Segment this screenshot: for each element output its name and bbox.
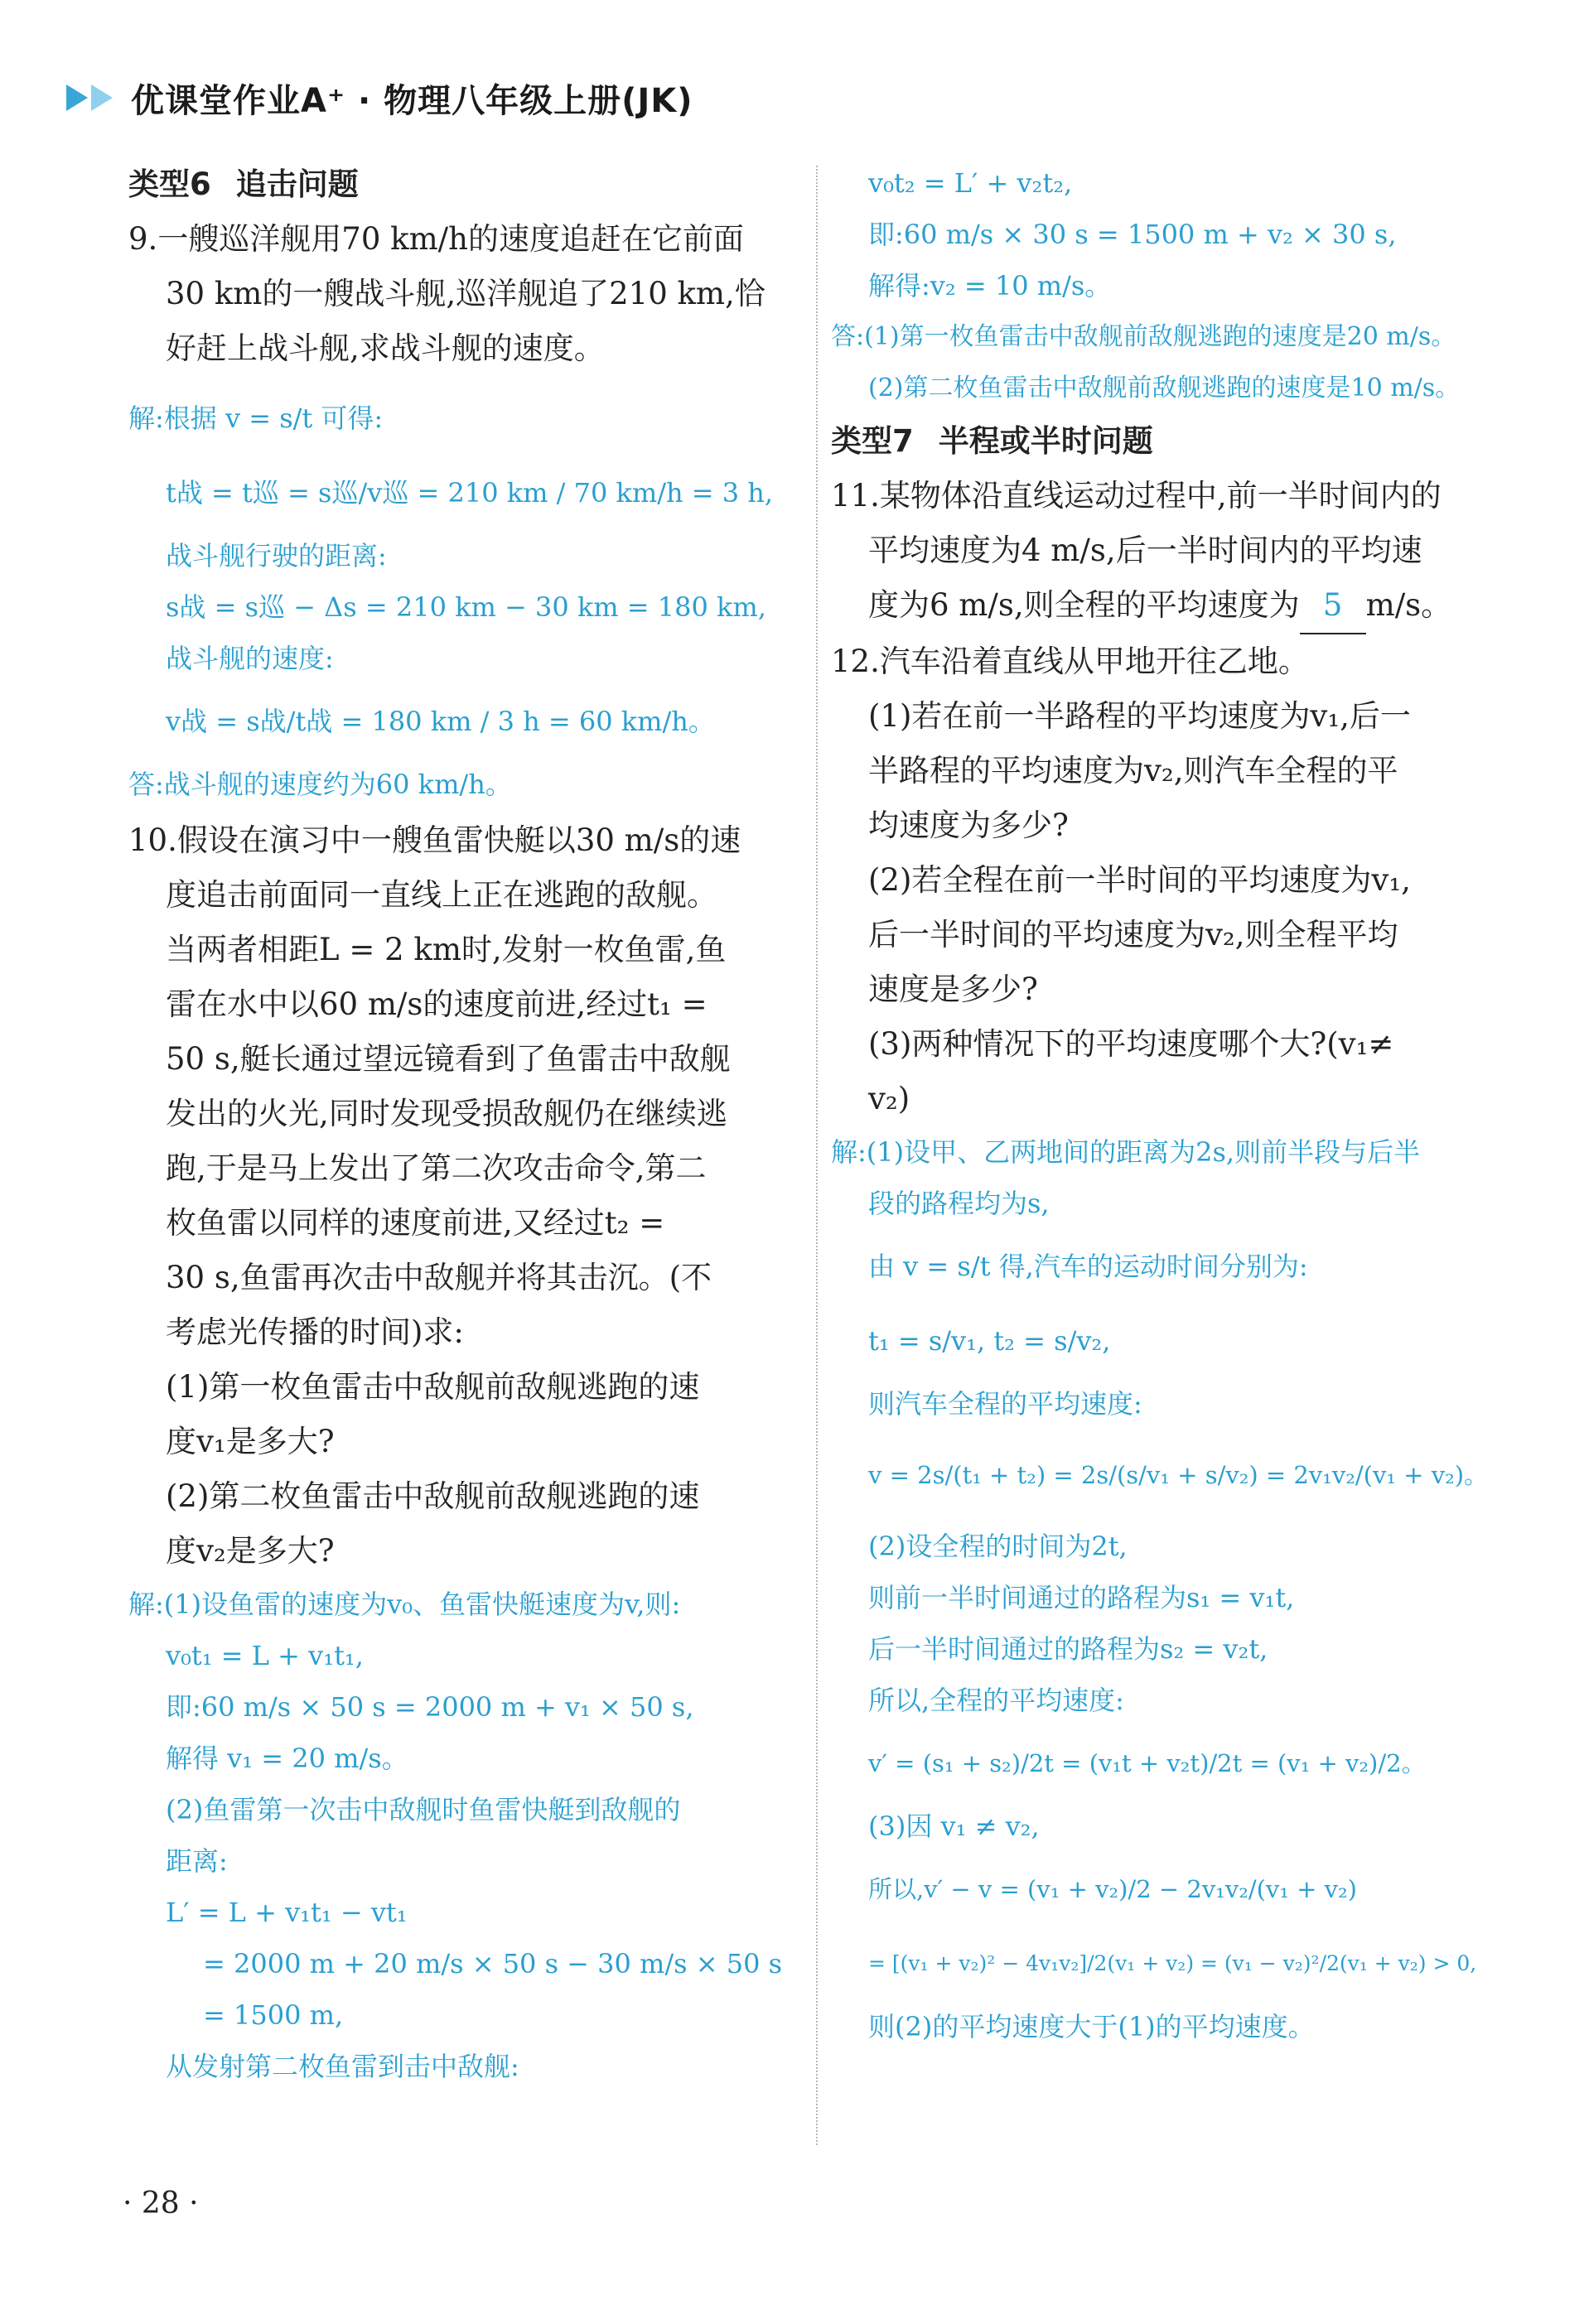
left-column bbox=[128, 157, 808, 2092]
question-9: 9.一艘巡洋舰用70 km/h的速度追赶在它前面 30 km的一艘战斗舰,巡洋舰追了210 km,恰 好赶上战斗舰,求战斗舰的速度。 bbox=[128, 221, 766, 366]
book-title: 优课堂作业A⁺ · 物理八年级上册(JK) bbox=[131, 81, 693, 120]
question-10: 10.假设在演习中一艘鱼雷快艇以30 m/s的速 度追击前面同一直线上正在逃跑的敌舰。 当两者相距L = 2 km时,发射一枚鱼雷,鱼 雷在水中以60 m/s的速度前进,经过t₁ = 50 s,艇长通过望远镜看到了鱼雷击中敌舰 发出的火光,同时发现受损敌舰仍在继续逃 跑,于是马上发出了第二次攻击命令,第二 枚鱼雷以同样的速度前进,又经过t₂ = 30 s,鱼雷再次击中敌舰并将其击沉。(不 考虑光传播的时间)求: (1)第一枚鱼雷击中敌舰前敌舰逃跑的速 度v₁是多大? (2)第二枚鱼雷击中敌舰前敌舰逃跑的速 度v₂是多大? bbox=[128, 822, 741, 1569]
section-heading-type6: 类型6 追击问题 bbox=[128, 166, 359, 202]
answer-blank-11: 5 bbox=[1300, 578, 1366, 634]
section-heading-type7: 类型7 半程或半时问题 bbox=[831, 423, 1153, 459]
header-arrows-icon bbox=[66, 84, 116, 111]
right-column bbox=[831, 157, 1502, 2052]
answer-9: 解:根据 v = s/t 可得: t战 = t巡 = s巡/v巡 = 210 km / 70 km/h = 3 h, 战斗舰行驶的距离: s战 = s巡 − Δs = 210 km − 30 km = 180 km, 战斗舰的速度: v战 = s战/t战 = 180 km / 3 h = 60 km/h。 答:战斗舰的速度约为60 km/h。 bbox=[128, 403, 774, 800]
page-number: · 28 · bbox=[123, 2187, 199, 2220]
question-11: 11.某物体沿直线运动过程中,前一半时间内的 平均速度为4 m/s,后一半时间内的平均速 度为6 m/s,则全程的平均速度为 5 m/s。 bbox=[831, 469, 1502, 634]
answer-10: 解:(1)设鱼雷的速度为v₀、鱼雷快艇速度为v,则: v₀t₁ = L + v₁t₁, 即:60 m/s × 50 s = 2000 m + v₁ × 50 s, 解得 v₁ = 20 m/s。 (2)鱼雷第一次击中敌舰时鱼雷快艇到敌舰的 距离: L′ = L + v₁t₁ − vt₁ = 2000 m + 20 m/s × 50 s − 30 m/s × 50 s = 1500 m, 从发射第二枚鱼雷到击中敌舰: bbox=[128, 1589, 783, 2082]
answer-10-continued: v₀t₂ = L′ + v₂t₂, 即:60 m/s × 30 s = 1500 m + v₂ × 30 s, 解得:v₂ = 10 m/s。 答:(1)第一枚鱼雷击中敌舰前敌舰逃跑的速度是20 m/s。 (2)第二枚鱼雷击中敌舰前敌舰逃跑的速度是10 m/s。 bbox=[831, 167, 1461, 403]
column-divider bbox=[816, 166, 818, 2145]
page-header bbox=[66, 73, 1524, 123]
answer-12: 解:(1)设甲、乙两地间的距离为2s,则前半段与后半 段的路程均为s, 由 v = s/t 得,汽车的运动时间分别为: t₁ = s/v₁, t₂ = s/v₂, 则汽车全程的平均速度: v = 2s/(t₁ + t₂) = 2s/(s/v₁ + s/v₂) = 2v₁v₂/(v₁ + v₂)。 (2)设全程的时间为2t, 则前一半时间通过的路程为s₁ = v₁t, 后一半时间通过的路程为s₂ = v₂t, 所以,全程的平均速度: v′ = (s₁ + s₂)/2t = (v₁t + v₂t)/2t = (v₁ + v₂)/2。 (3)因 v₁ ≠ v₂, 所以,v′ − v = (v₁ + v₂)/2 − 2v₁v₂/(v₁ + v₂) = [(v₁ + v₂)² − 4v₁v₂]/2(v₁ + v₂) = (v₁ − v₂)²/2(v₁ + v₂) > 0, 则(2)的平均速度大于(1)的平均速度。 bbox=[831, 1136, 1489, 2042]
question-12: 12.汽车沿着直线从甲地开往乙地。 (1)若在前一半路程的平均速度为v₁,后一 半路程的平均速度为v₂,则汽车全程的平 均速度为多少? (2)若全程在前一半时间的平均速度为v₁, 后一半时间的平均速度为v₂,则全程平均 速度是多少? (3)两种情况下的平均速度哪个大?(v₁≠ v₂) bbox=[831, 644, 1411, 1116]
